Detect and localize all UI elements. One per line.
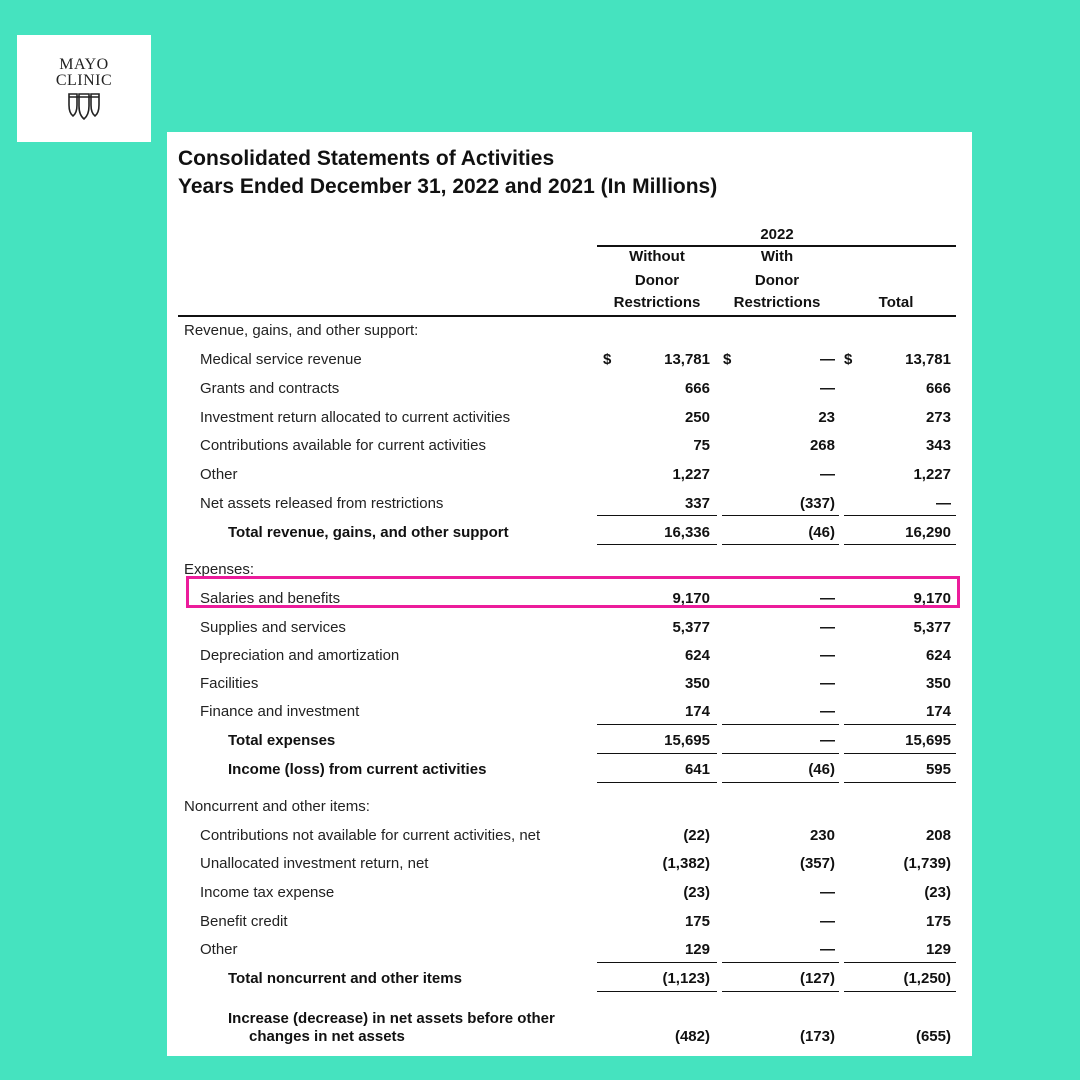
total-rule: [722, 782, 839, 783]
row-value-col1: 174: [684, 703, 710, 720]
statement-row: [167, 970, 972, 998]
total-rule: [597, 991, 717, 992]
shield-logo-icon: [67, 91, 101, 121]
row-value-col3: 666: [925, 380, 951, 397]
row-value-col3: (23): [924, 884, 951, 901]
row-label: Contributions not available for current activities, net: [200, 827, 541, 844]
row-value-col2: (46): [808, 524, 835, 541]
row-value-col3: 9,170: [913, 590, 951, 607]
row-value-col3: 129: [925, 941, 951, 958]
total-rule: [722, 962, 839, 963]
row-value-col1: (482): [674, 1028, 710, 1045]
statement-row: [167, 524, 972, 552]
row-value-col1: 1,227: [672, 466, 710, 483]
statement-row: [167, 913, 972, 941]
row-label: Noncurrent and other items:: [184, 798, 370, 815]
row-value-col3: 273: [925, 409, 951, 426]
row-value-col3: (1,739): [903, 855, 951, 872]
row-value-col2: 23: [818, 409, 835, 426]
row-value-col1: (1,382): [662, 855, 710, 872]
statement-row: [167, 884, 972, 912]
row-value-col1: 16,336: [664, 524, 710, 541]
row-value-col1: 9,170: [672, 590, 710, 607]
row-label: Other: [200, 466, 238, 483]
row-label: Revenue, gains, and other support:: [184, 322, 419, 339]
row-value-col2: —: [820, 380, 835, 397]
total-rule: [597, 753, 717, 754]
row-value-col1: 666: [684, 380, 710, 397]
row-label: Income (loss) from current activities: [228, 761, 487, 778]
row-value-col2: (357): [799, 855, 835, 872]
header-col1-line3: Restrictions: [613, 294, 701, 311]
statement-title: Consolidated Statements of Activities: [178, 147, 555, 170]
statement-row: [167, 855, 972, 883]
total-rule: [844, 962, 956, 963]
row-value-col3: 16,290: [905, 524, 951, 541]
row-value-col3: 174: [925, 703, 951, 720]
row-value-col3: 5,377: [913, 619, 951, 636]
row-value-col1: 175: [684, 913, 710, 930]
mayo-clinic-logo: [17, 35, 151, 142]
logo-text-line2: CLINIC: [55, 72, 113, 89]
row-label: Income tax expense: [200, 884, 335, 901]
statement-row: [167, 1010, 972, 1045]
row-value-col1: 641: [684, 761, 710, 778]
row-value-col2: (46): [808, 761, 835, 778]
row-value-col3: 13,781: [905, 351, 951, 368]
header-col2-line3: Restrictions: [733, 294, 821, 311]
row-label: Total expenses: [228, 732, 336, 749]
row-value-col1: 5,377: [672, 619, 710, 636]
header-col1-line1: Without: [629, 248, 685, 265]
row-label: Increase (decrease) in net assets before other: [228, 1010, 555, 1027]
row-label: Unallocated investment return, net: [200, 855, 429, 872]
row-value-col2: —: [820, 647, 835, 664]
row-label: Finance and investment: [200, 703, 360, 720]
row-label: Medical service revenue: [200, 351, 362, 368]
row-value-col1: (1,123): [662, 970, 710, 987]
total-rule: [844, 724, 956, 725]
row-value-col2: (337): [799, 495, 835, 512]
row-value-col2: —: [820, 941, 835, 958]
row-value-col3: (1,250): [903, 970, 951, 987]
header-col2-line2: Donor: [754, 272, 800, 289]
statement-row: [167, 351, 972, 379]
row-value-col2: (127): [799, 970, 835, 987]
row-value-col3: 595: [925, 761, 951, 778]
row-value-col3: 175: [925, 913, 951, 930]
total-rule: [597, 515, 717, 516]
statement-row: [167, 827, 972, 855]
row-label: Benefit credit: [200, 913, 288, 930]
statement-row: [167, 619, 972, 647]
row-value-col1: 13,781: [664, 351, 710, 368]
row-label: Net assets released from restrictions: [200, 495, 444, 512]
row-value-col3: 624: [925, 647, 951, 664]
statement-row: [167, 437, 972, 465]
row-label: Supplies and services: [200, 619, 346, 636]
row-label: Depreciation and amortization: [200, 647, 400, 664]
logo-text-line1: MAYO: [59, 56, 109, 73]
total-rule: [597, 962, 717, 963]
statement-row: [167, 495, 972, 523]
row-value-col2: —: [820, 732, 835, 749]
row-value-col2: —: [820, 619, 835, 636]
row-label: Total revenue, gains, and other support: [228, 524, 509, 541]
total-rule: [844, 782, 956, 783]
row-value-col3: (655): [915, 1028, 951, 1045]
header-bottom-rule: [178, 315, 956, 317]
statement-row: [167, 380, 972, 408]
row-value-col2: —: [820, 675, 835, 692]
row-value-col1: 250: [684, 409, 710, 426]
header-year: 2022: [760, 226, 794, 243]
total-rule: [597, 724, 717, 725]
statement-row: [167, 675, 972, 703]
row-label: Salaries and benefits: [200, 590, 341, 607]
row-value-col1: 624: [684, 647, 710, 664]
row-label: Grants and contracts: [200, 380, 340, 397]
total-rule: [844, 544, 956, 545]
row-value-col3: 343: [925, 437, 951, 454]
header-col3: Total: [878, 294, 914, 311]
header-col1-line2: Donor: [634, 272, 680, 289]
row-value-col2: —: [820, 466, 835, 483]
row-label: Expenses:: [184, 561, 255, 578]
row-value-col1: (23): [683, 884, 710, 901]
row-value-col2: —: [820, 913, 835, 930]
row-value-col3: 208: [925, 827, 951, 844]
currency-symbol: $: [603, 351, 612, 368]
statement-row: [167, 941, 972, 969]
row-value-col2: 268: [809, 437, 835, 454]
row-value-col1: 337: [684, 495, 710, 512]
statement-row: [167, 798, 972, 826]
total-rule: [844, 991, 956, 992]
row-value-col2: (173): [799, 1028, 835, 1045]
row-value-col2: —: [820, 703, 835, 720]
highlight-box: [186, 576, 960, 608]
row-value-col2: —: [820, 590, 835, 607]
row-value-col2: 230: [809, 827, 835, 844]
row-value-col3: 15,695: [905, 732, 951, 749]
statement-row: [167, 647, 972, 675]
row-value-col1: 75: [693, 437, 710, 454]
row-label: Contributions available for current activities: [200, 437, 486, 454]
total-rule: [597, 544, 717, 545]
statement-row: [167, 409, 972, 437]
statement-row: [167, 466, 972, 494]
row-value-col3: —: [936, 495, 951, 512]
header-col2-line1: With: [760, 248, 794, 265]
row-value-col1: (22): [683, 827, 710, 844]
currency-symbol: $: [844, 351, 853, 368]
total-rule: [844, 753, 956, 754]
total-rule: [844, 515, 956, 516]
statement-subtitle: Years Ended December 31, 2022 and 2021 (In Millions): [178, 175, 718, 198]
row-value-col1: 129: [684, 941, 710, 958]
statement-row: [167, 732, 972, 760]
row-label: Investment return allocated to current activities: [200, 409, 511, 426]
total-rule: [722, 544, 839, 545]
row-value-col3: 350: [925, 675, 951, 692]
total-rule: [722, 753, 839, 754]
total-rule: [597, 782, 717, 783]
currency-symbol: $: [723, 351, 732, 368]
row-label: Total noncurrent and other items: [228, 970, 462, 987]
row-label: Facilities: [200, 675, 259, 692]
total-rule: [722, 724, 839, 725]
row-value-col1: 350: [684, 675, 710, 692]
statement-row: [167, 703, 972, 731]
row-value-col2: —: [820, 351, 835, 368]
header-year-rule: [597, 245, 956, 247]
row-value-col3: 1,227: [913, 466, 951, 483]
row-value-col1: 15,695: [664, 732, 710, 749]
total-rule: [722, 515, 839, 516]
statement-row: [167, 322, 972, 350]
total-rule: [722, 991, 839, 992]
row-label-line2: changes in net assets: [249, 1028, 405, 1045]
statement-row: [167, 761, 972, 789]
row-value-col2: —: [820, 884, 835, 901]
row-label: Other: [200, 941, 238, 958]
